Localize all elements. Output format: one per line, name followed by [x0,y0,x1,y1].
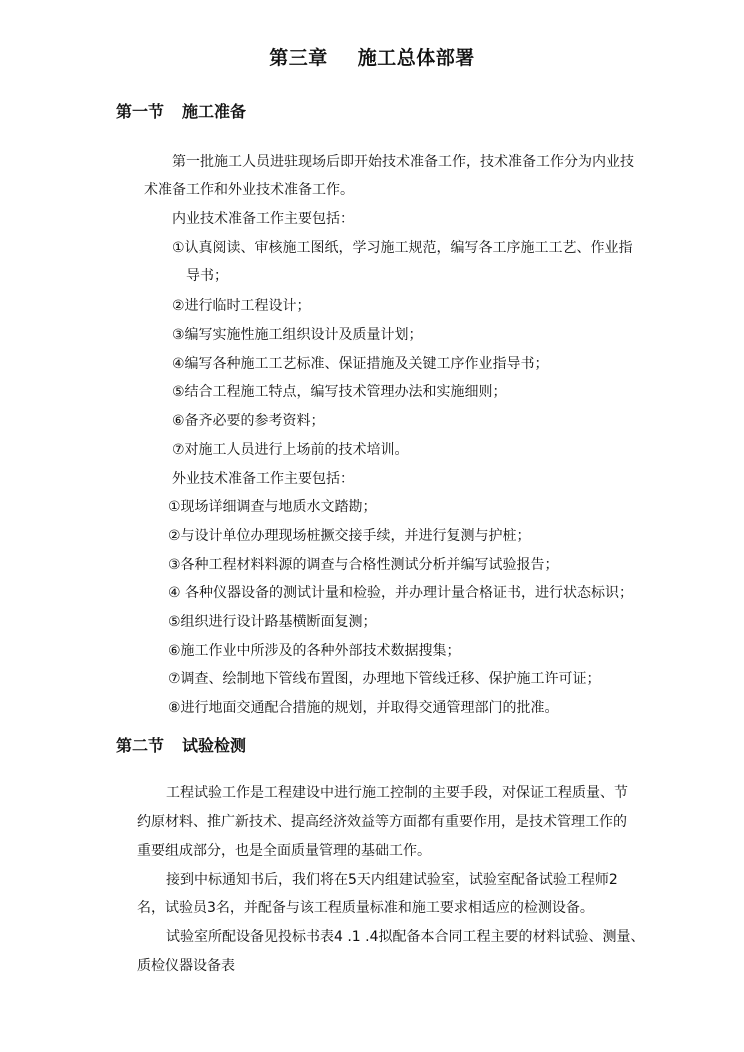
chapter-title [0,43,744,70]
section-1-number: 第一节 [116,102,165,121]
internal-heading: 内业技术准备工作主要包括： [172,211,354,227]
intro-line-1: 第一批施工人员进驻现场后即开始技术准备工作，技术准备工作分为内业技 [172,154,634,170]
intro-line-2: 术准备工作和外业技术准备工作。 [144,182,354,198]
testing-para-line-2: 约原材料、推广新技术、提高经济效益等方面都有重要作用，是技术管理工作的 [137,814,627,830]
external-item-5: ⑤组织进行设计路基横断面复测； [168,614,377,630]
testing-para-line-7: 质检仪器设备表 [137,958,235,974]
external-item-2: ②与设计单位办理现场桩撅交接手续，并进行复测与护桩； [168,528,531,544]
chapter-number: 第三章 [269,47,328,69]
section-2-title: 试验检测 [182,736,247,755]
testing-para-line-3: 重要组成部分，也是全面质量管理的基础工作。 [137,843,431,859]
external-item-6: ⑥施工作业中所涉及的各种外部技术数据搜集； [168,643,461,659]
external-item-4: ④ 各种仪器设备的测试计量和检验，并办理计量合格证书，进行状态标识； [168,585,633,601]
testing-para-line-5: 名，试验员3名，并配备与该工程质量标准和施工要求相适应的检测设备。 [137,900,594,916]
external-item-8: ⑧进行地面交通配合措施的规划，并取得交通管理部门的批准。 [168,700,559,716]
internal-item-1: ①认真阅读、审核施工图纸，学习施工规范，编写各工序施工工艺、作业指 [172,240,633,256]
section-1-title: 施工准备 [182,102,247,121]
section-2-number: 第二节 [116,736,165,755]
external-item-1: ①现场详细调查与地质水文踏勘； [168,499,377,515]
section-2-heading [116,733,246,756]
external-item-3: ③各种工程材料料源的调查与合格性测试分析并编写试验报告； [168,557,559,573]
internal-item-2: ②进行临时工程设计； [172,298,311,314]
internal-item-6: ⑥备齐必要的参考资料； [172,413,325,429]
chapter-name: 施工总体部署 [357,47,475,69]
internal-item-5: ⑤结合工程施工特点，编写技术管理办法和实施细则； [172,384,507,400]
external-item-7: ⑦调查、绘制地下管线布置图，办理地下管线迁移、保护施工许可证； [168,671,601,687]
testing-para-line-6: 试验室所配设备见投标书表4 .1 .4拟配备本合同工程主要的材料试验、测量、 [166,929,645,945]
testing-para-line-1: 工程试验工作是工程建设中进行施工控制的主要手段，对保证工程质量、节 [166,785,628,801]
internal-item-1-cont: 导书； [186,268,228,284]
external-heading: 外业技术准备工作主要包括： [172,471,354,487]
internal-item-3: ③编写实施性施工组织设计及质量计划； [172,327,423,343]
internal-item-7: ⑦对施工人员进行上场前的技术培训。 [172,442,409,458]
internal-item-4: ④编写各种施工工艺标准、保证措施及关键工序作业指导书； [172,356,549,372]
testing-para-line-4: 接到中标通知书后，我们将在5天内组建试验室，试验室配备试验工程师2 [166,872,618,888]
section-1-heading [116,99,246,122]
